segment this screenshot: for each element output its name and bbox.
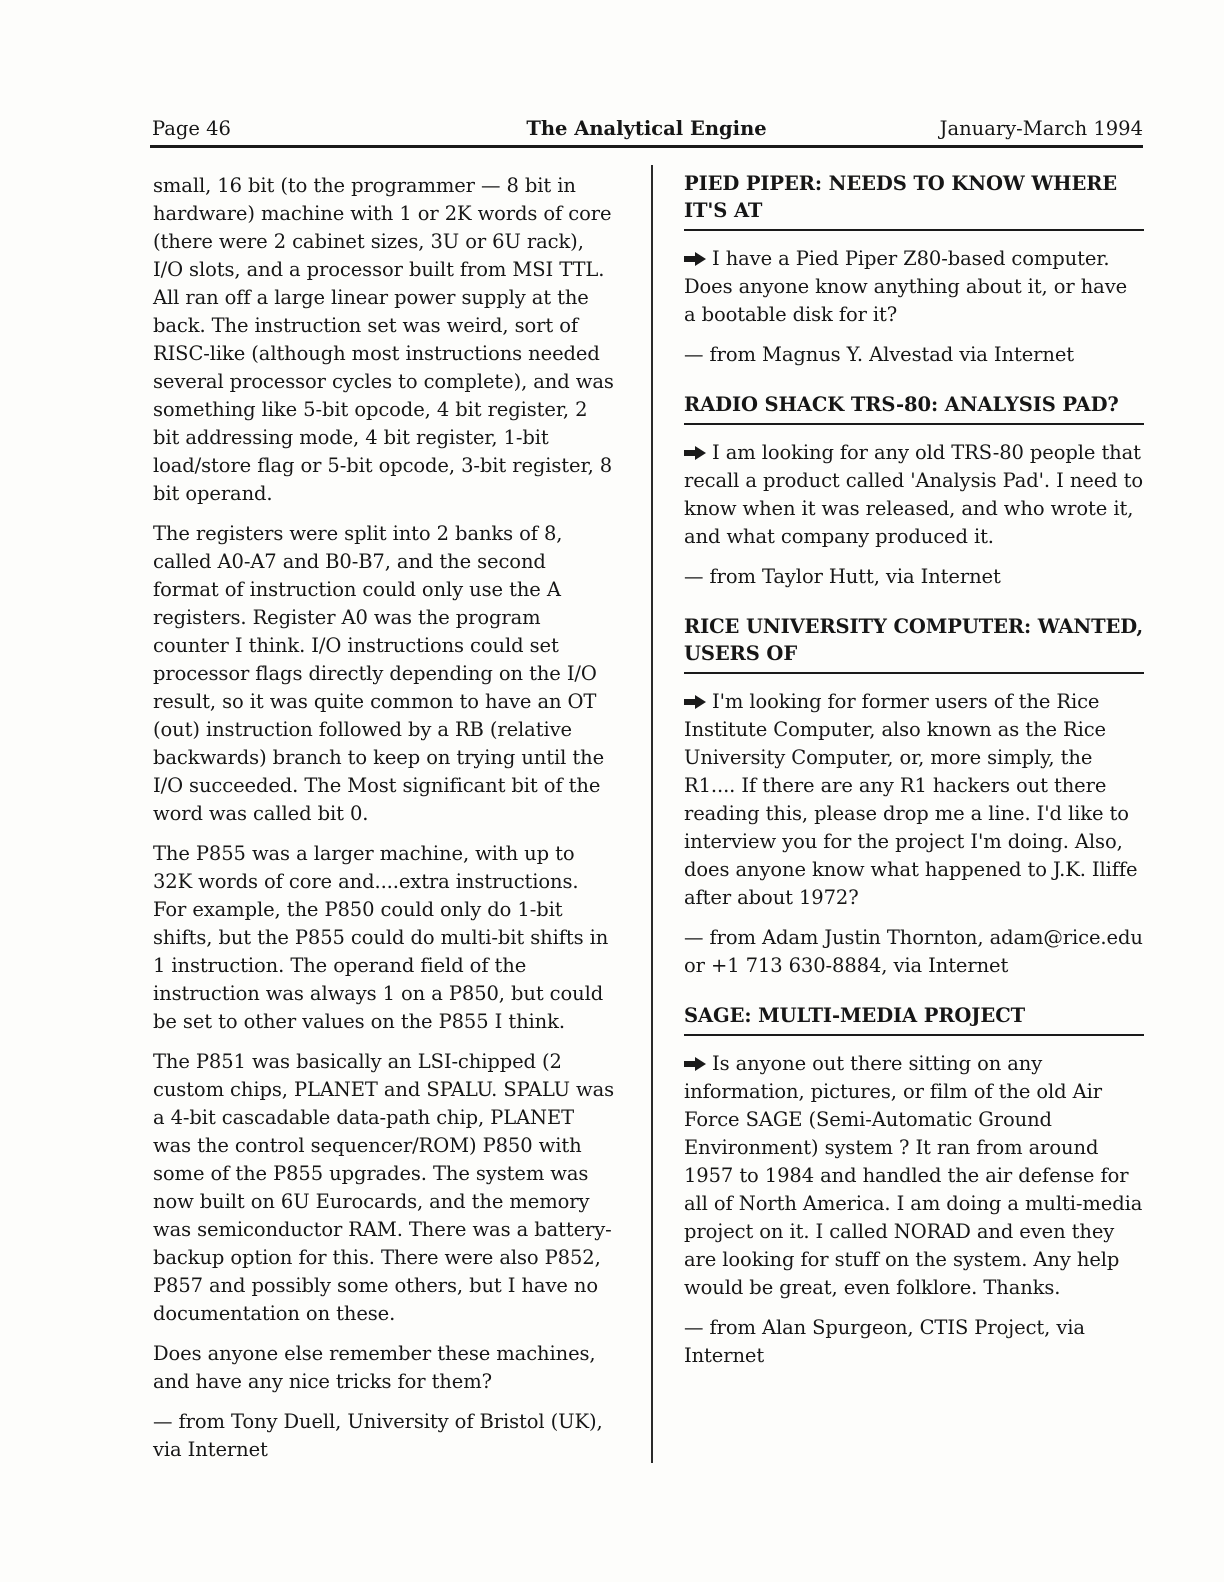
byline: — from Taylor Hutt, via Internet <box>684 565 1001 588</box>
byline: — from Tony Duell, University of Bristol (UK), via Internet <box>153 1410 603 1461</box>
byline: — from Alan Spurgeon, CTIS Project, via Internet <box>684 1316 1085 1367</box>
publication-title: The Analytical Engine <box>526 117 767 140</box>
section-body <box>684 688 1144 912</box>
section-body <box>684 1050 1144 1302</box>
arrow-right-icon <box>684 1057 706 1071</box>
arrow-right-icon <box>684 252 706 266</box>
paragraph-5: Does anyone else remember these machines, and have any nice tricks for them? <box>153 1342 596 1393</box>
section-sage <box>684 1002 1144 1370</box>
section-rice-university <box>684 613 1144 980</box>
paragraph-1: small, 16 bit (to the programmer — 8 bit in hardware) machine with 1 or 2K words of core (there were 2 cabinet sizes, 3U or 6U rack), I/O slots, and a processor built from MSI TTL. All ran off a large linear power supply at the back. The instruction set was weird, sort of RISC-like (although most instructions needed several processor cycles to complete), and was something like 5-bit opcode, 4 bit register, 2 bit addressing mode, 4 bit register, 1-bit load/store flag or 5-bit opcode, 3-bit register, 8 bit operand. <box>153 174 614 505</box>
page-number: Page 46 <box>152 117 231 140</box>
left-column <box>153 172 615 1476</box>
section-body <box>684 439 1144 551</box>
section-body-text: I'm looking for former users of the Rice Institute Computer, also known as the Rice University Computer, or, more simply, the R1.... If there are any R1 hackers out there reading this, please drop me a line. I'd like to interview you for the project I'm doing. Also, does anyone know what happened to J.K. Iliffe after about 1972? <box>684 690 1138 909</box>
paragraph-2: The registers were split into 2 banks of 8, called A0-A7 and B0-B7, and the second format of instruction could only use the A registers. Register A0 was the program counter I think. I/O instructions could set processor flags directly depending on the I/O result, so it was quite common to have an OT (out) instruction followed by a RB (relative backwards) branch to keep on trying until the I/O succeeded. The Most significant bit of the word was called bit 0. <box>153 522 605 825</box>
arrow-right-icon <box>684 446 706 460</box>
section-pied-piper <box>684 170 1144 369</box>
section-heading: PIED PIPER: NEEDS TO KNOW WHERE IT'S AT <box>684 170 1144 231</box>
column-divider <box>651 165 653 1463</box>
section-body <box>684 245 1144 329</box>
section-heading: RADIO SHACK TRS-80: ANALYSIS PAD? <box>684 391 1144 425</box>
header-rule <box>150 145 1143 148</box>
arrow-right-icon <box>684 695 706 709</box>
paragraph-4: The P851 was basically an LSI-chipped (2 custom chips, PLANET and SPALU. SPALU was a 4-bit cascadable data-path chip, PLANET was the control sequencer/ROM) P850 with some of the P855 upgrades. The system was now built on 6U Eurocards, and the memory was semiconductor RAM. There was a battery-backup option for this. There were also P852, P857 and possibly some others, but I have no documentation on these. <box>153 1050 615 1325</box>
section-heading: RICE UNIVERSITY COMPUTER: WANTED, USERS OF <box>684 613 1144 674</box>
section-heading: SAGE: MULTI-MEDIA PROJECT <box>684 1002 1144 1036</box>
page-header <box>150 116 1143 144</box>
section-body-text: I am looking for any old TRS-80 people that recall a product called 'Analysis Pad'. I need to know when it was released, and who wrote it, and what company produced it. <box>684 441 1144 548</box>
byline: — from Magnus Y. Alvestad via Internet <box>684 343 1075 366</box>
section-body-text: I have a Pied Piper Z80-based computer. Does anyone know anything about it, or have a bootable disk for it? <box>684 247 1128 326</box>
section-body-text: Is anyone out there sitting on any information, pictures, or film of the old Air Force SAGE (Semi-Automatic Ground Environment) system ? It ran from around 1957 to 1984 and handled the air defense for all of North America. I am doing a multi-media project on it. I called NORAD and even they are looking for stuff on the system. Any help would be great, even folklore. Thanks. <box>684 1052 1143 1299</box>
issue-date: January-March 1994 <box>939 117 1143 140</box>
right-column <box>684 170 1144 1392</box>
paragraph-3: The P855 was a larger machine, with up to 32K words of core and....extra instructions. For example, the P850 could only do 1-bit shifts, but the P855 could do multi-bit shifts in 1 instruction. The operand field of the instruction was always 1 on a P850, but could be set to other values on the P855 I think. <box>153 842 609 1033</box>
section-trs-80 <box>684 391 1144 591</box>
byline: — from Adam Justin Thornton, adam@rice.edu or +1 713 630-8884, via Internet <box>684 926 1143 977</box>
